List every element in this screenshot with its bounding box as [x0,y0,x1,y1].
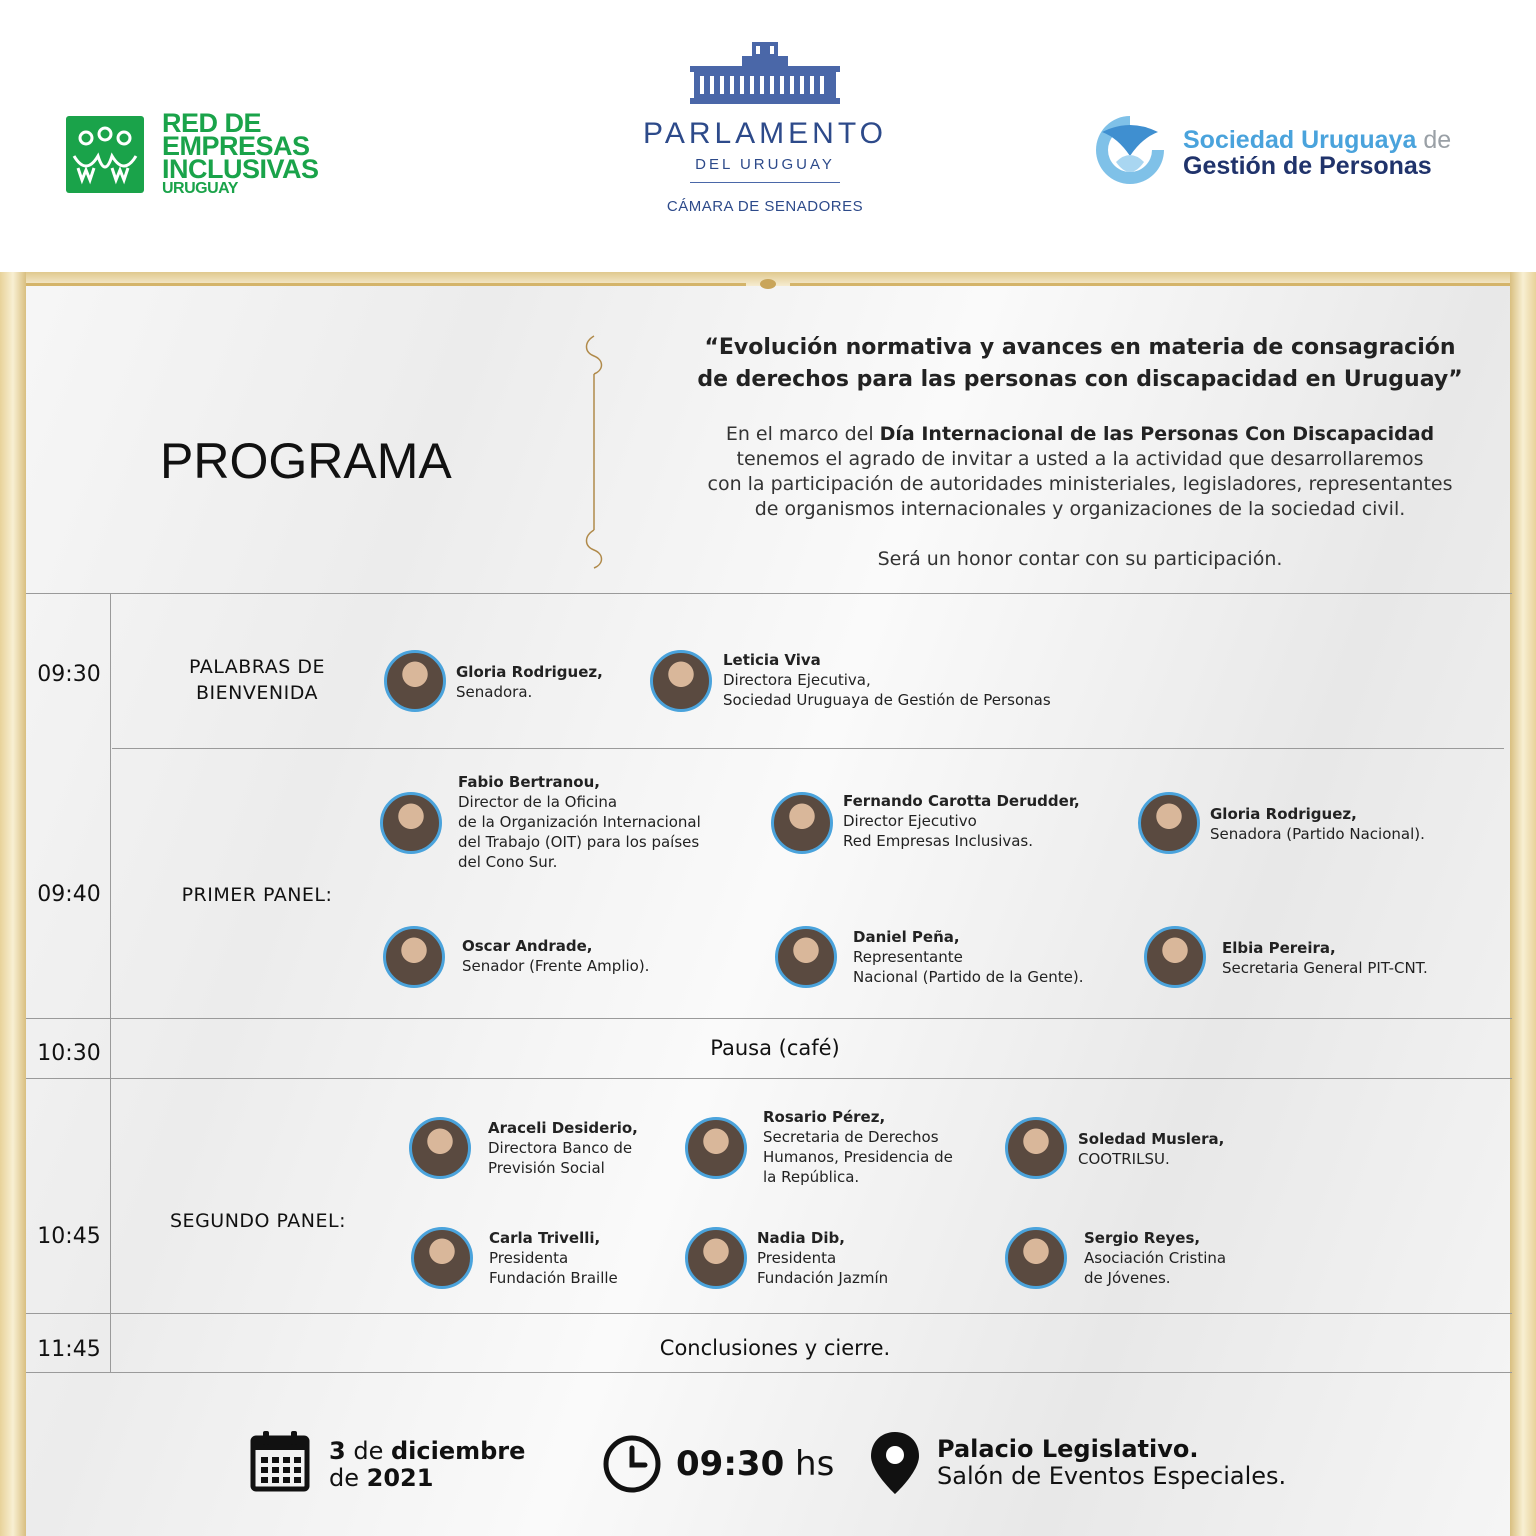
speaker-photo [409,1117,471,1179]
break-label: Pausa (café) [710,1036,840,1060]
page-title: PROGRAMA [160,433,452,489]
red-empresas-logo-text: RED DE EMPRESAS INCLUSIVAS URUGUAY [162,108,319,197]
parlamento-logo-title: PARLAMENTO [643,117,887,150]
event-location: Palacio Legislativo. Salón de Eventos Especiales. [937,1435,1287,1490]
table-line [26,1372,1512,1373]
speaker-photo [411,1227,473,1289]
time-slot: 10:30 [37,1041,101,1066]
speaker: Daniel Peña, Representante Nacional (Partido de la Gente). [853,928,1084,986]
clock-icon [602,1434,662,1498]
invite-text: Será un honor contar con su participación. [877,548,1283,570]
speaker-photo [1144,926,1206,988]
ornament-dot [760,279,776,289]
speaker: Carla Trivelli, Presidenta Fundación Braille [489,1229,618,1287]
speaker-photo [1138,792,1200,854]
event-title: “Evolución normativa y avances en materia de consagración de derechos para las personas con discapacidad en Uruguay” [697,335,1463,392]
calendar-icon [250,1430,310,1496]
ornament-line-left [26,283,746,286]
gold-frame-left [0,272,26,1536]
sugp-logo-mark [1092,112,1168,192]
table-column-divider [110,593,111,1372]
speaker-photo [685,1117,747,1179]
segment-label: SEGUNDO PANEL: [170,1210,346,1232]
speaker-photo [771,792,833,854]
segment-label: PRIMER PANEL: [181,884,333,906]
speaker: Gloria Rodriguez, Senadora (Partido Nacional). [1210,805,1425,843]
speaker-photo [775,926,837,988]
time-slot: 09:40 [37,882,101,907]
speaker-photo [1005,1117,1067,1179]
speaker-photo [650,650,712,712]
speaker-photo [384,650,446,712]
speaker: Araceli Desiderio, Directora Banco de Previsión Social [488,1119,638,1177]
speaker-photo [383,926,445,988]
camara-senadores-label: CÁMARA DE SENADORES [666,198,864,215]
speaker: Fabio Bertranou, Director de la Oficina de la Organización Internacional del Trabajo (OIT) para los países del Cono Sur. [458,773,701,871]
table-line [26,593,1512,594]
speaker-photo [380,792,442,854]
speaker-photo [685,1227,747,1289]
ornament-divider [582,332,606,576]
time-slot: 09:30 [37,662,101,687]
ornament-line-right [790,283,1510,286]
table-line [26,1313,1512,1314]
divider [690,182,840,183]
speaker: Soledad Muslera, COOTRILSU. [1078,1130,1225,1168]
event-time: 09:30 hs [676,1444,835,1484]
parlamento-building-logo [690,42,840,108]
location-pin-icon [869,1430,921,1500]
closing-label: Conclusiones y cierre. [659,1336,891,1360]
event-date: 3 de diciembre de 2021 [329,1437,526,1492]
sugp-logo-line1: Sociedad Uruguaya de [1183,126,1452,154]
time-slot: 11:45 [37,1337,101,1362]
event-intro: En el marco del Día Internacional de las Personas Con Discapacidad tenemos el agrado de invitar a usted a la actividad que desarrollaremos con la participación de autoridades ministeriales, legisladores, representantes de organismos internacionales y organizaciones de la sociedad civil. [707,423,1453,520]
speaker: Sergio Reyes, Asociación Cristina de Jóvenes. [1084,1229,1227,1287]
speaker: Rosario Pérez, Secretaria de Derechos Humanos, Presidencia de la República. [763,1108,953,1186]
speaker: Oscar Andrade, Senador (Frente Amplio). [462,937,650,975]
sugp-logo-line2: Gestión de Personas [1183,152,1432,180]
speaker: Leticia Viva Directora Ejecutiva, Sociedad Uruguaya de Gestión de Personas [723,651,1051,709]
time-slot: 10:45 [37,1224,101,1249]
segment-label: PALABRAS DE BIENVENIDA [189,656,325,704]
speaker: Gloria Rodriguez, Senadora. [456,663,603,701]
table-line [26,1018,1512,1019]
speaker: Elbia Pereira, Secretaria General PIT-CNT. [1222,939,1428,977]
speaker-photo [1005,1227,1067,1289]
red-empresas-logo-mark [66,116,144,193]
table-line [112,748,1504,749]
speaker: Fernando Carotta Derudder, Director Ejecutivo Red Empresas Inclusivas. [843,792,1080,850]
parlamento-logo-subtitle: DEL URUGUAY [695,156,835,173]
table-line [26,1078,1512,1079]
speaker: Nadia Dib, Presidenta Fundación Jazmín [757,1229,889,1287]
